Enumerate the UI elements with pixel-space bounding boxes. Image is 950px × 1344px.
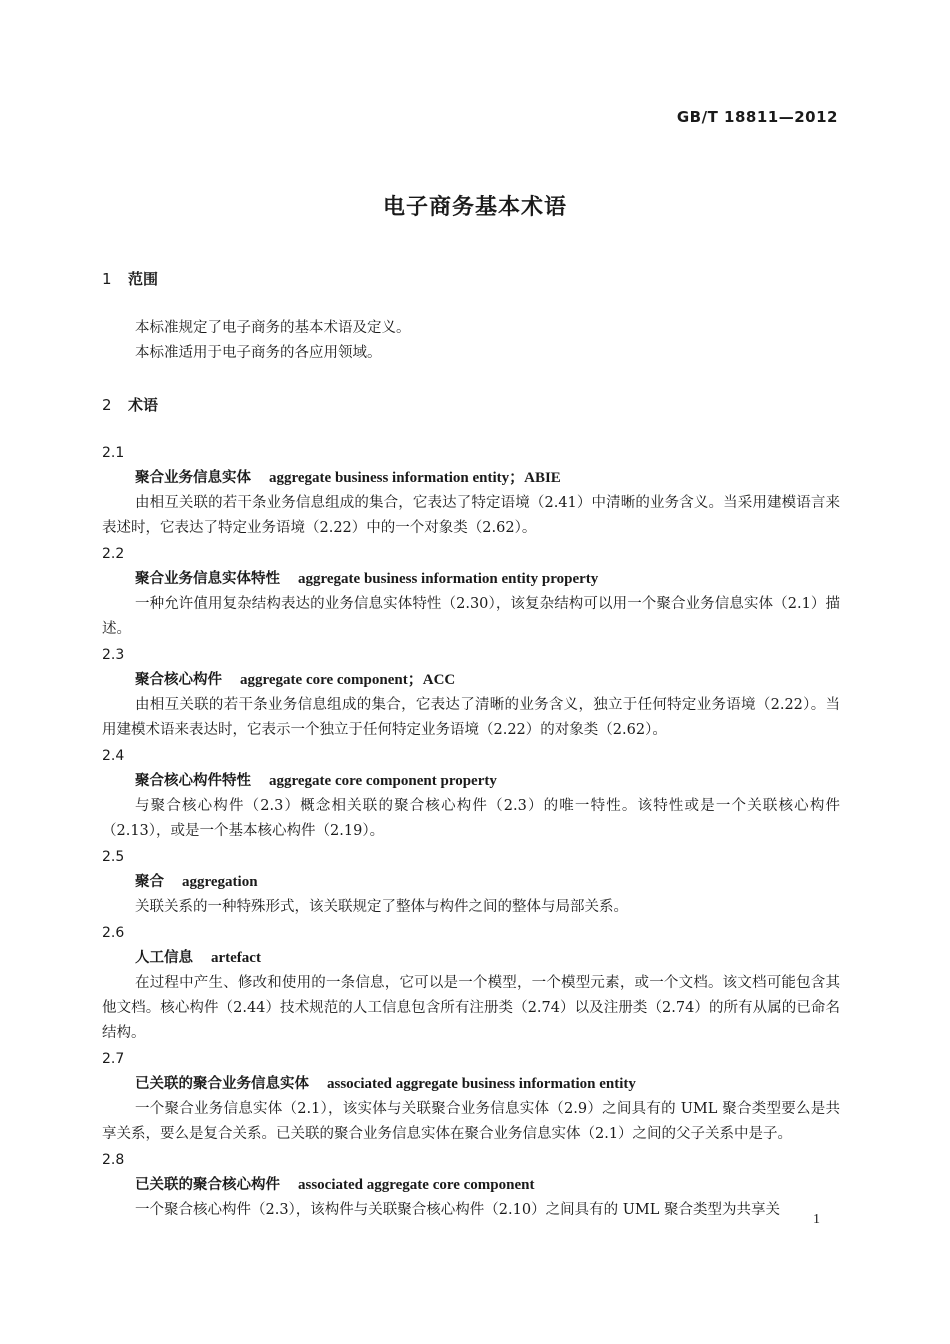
term-english: associated aggregate business information entity — [327, 1076, 636, 1092]
term-number: 2.2 — [102, 546, 125, 562]
section-title: 术语 — [128, 396, 159, 414]
scope-paragraph: 本标准适用于电子商务的各应用领域。 — [135, 345, 382, 361]
term-entry — [102, 743, 840, 844]
section-title: 范围 — [128, 270, 159, 288]
term-heading — [102, 668, 840, 693]
term-heading — [102, 946, 840, 971]
term-number: 2.4 — [102, 748, 125, 764]
term-entry — [102, 1147, 840, 1223]
term-english: artefact — [211, 950, 261, 966]
term-chinese: 已关联的聚合核心构件 — [135, 1177, 280, 1193]
section-heading-scope — [102, 268, 158, 289]
term-definition: 在过程中产生、修改和使用的一条信息，它可以是一个模型，一个模型元素，或一个文档。该文档可能包含其他文档。核心构件（2.44）技术规范的人工信息包含所有注册类（2.74）以及注册类（2.74）的所有从属的已命名结构。 — [102, 975, 840, 1041]
term-chinese: 聚合业务信息实体特性 — [135, 571, 280, 587]
term-heading — [102, 1173, 840, 1198]
standard-code: GB/T 18811—2012 — [676, 108, 838, 126]
term-entry — [102, 1046, 840, 1147]
term-definition: 一种允许值用复杂结构表达的业务信息实体特性（2.30），该复杂结构可以用一个聚合业务信息实体（2.1）描述。 — [102, 596, 840, 637]
term-english: aggregate core component property — [269, 773, 497, 789]
term-entry — [102, 920, 840, 1046]
term-heading — [102, 1072, 840, 1097]
term-number: 2.7 — [102, 1051, 125, 1067]
term-chinese: 聚合核心构件特性 — [135, 773, 251, 789]
term-english: aggregation — [182, 874, 258, 890]
term-entry — [102, 440, 840, 541]
term-english: aggregate business information entity property — [298, 571, 599, 587]
term-definition: 关联关系的一种特殊形式，该关联规定了整体与构件之间的整体与局部关系。 — [135, 899, 628, 915]
term-entry — [102, 541, 840, 642]
section-number: 2 — [102, 396, 112, 414]
section-heading-terms — [102, 394, 158, 415]
term-definition: 与聚合核心构件（2.3）概念相关联的聚合核心构件（2.3）的唯一特性。该特性或是一个关联核心构件（2.13），或是一个基本核心构件（2.19）。 — [102, 798, 840, 839]
term-number: 2.6 — [102, 925, 125, 941]
term-heading — [102, 769, 840, 794]
term-english: aggregate business information entity；ABIE — [269, 470, 561, 486]
term-chinese: 已关联的聚合业务信息实体 — [135, 1076, 309, 1092]
section-number: 1 — [102, 270, 112, 288]
term-chinese: 聚合 — [135, 874, 164, 890]
term-definition: 由相互关联的若干条业务信息组成的集合，它表达了清晰的业务含义，独立于任何特定业务语境（2.22）。当用建模术语来表达时，它表示一个独立于任何特定业务语境（2.22）的对象类（2.62）。 — [102, 697, 840, 738]
term-chinese: 聚合核心构件 — [135, 672, 222, 688]
term-number: 2.1 — [102, 445, 125, 461]
term-heading — [102, 870, 840, 895]
term-list — [102, 440, 840, 1223]
term-chinese: 聚合业务信息实体 — [135, 470, 251, 486]
term-definition: 一个聚合核心构件（2.3），该构件与关联聚合核心构件（2.10）之间具有的 UML 聚合类型为共享关 — [135, 1202, 781, 1218]
term-chinese: 人工信息 — [135, 950, 193, 966]
term-number: 2.3 — [102, 647, 125, 663]
term-number: 2.8 — [102, 1152, 125, 1168]
term-english: aggregate core component；ACC — [240, 672, 456, 688]
term-entry — [102, 642, 840, 743]
term-heading — [102, 567, 840, 592]
term-definition: 由相互关联的若干条业务信息组成的集合，它表达了特定语境（2.41）中清晰的业务含义。当采用建模语言来表述时，它表达了特定业务语境（2.22）中的一个对象类（2.62）。 — [102, 495, 840, 536]
scope-paragraph: 本标准规定了电子商务的基本术语及定义。 — [135, 320, 411, 336]
term-heading — [102, 466, 840, 491]
document-title: 电子商务基本术语 — [382, 195, 567, 220]
term-definition: 一个聚合业务信息实体（2.1），该实体与关联聚合业务信息实体（2.9）之间具有的 UML 聚合类型要么是共享关系，要么是复合关系。已关联的聚合业务信息实体在聚合业务信息实体（2.1）之间的父子关系中是子。 — [102, 1101, 840, 1142]
term-number: 2.5 — [102, 849, 125, 865]
page-number: 1 — [813, 1212, 820, 1227]
term-english: associated aggregate core component — [298, 1177, 535, 1193]
term-entry — [102, 844, 840, 920]
